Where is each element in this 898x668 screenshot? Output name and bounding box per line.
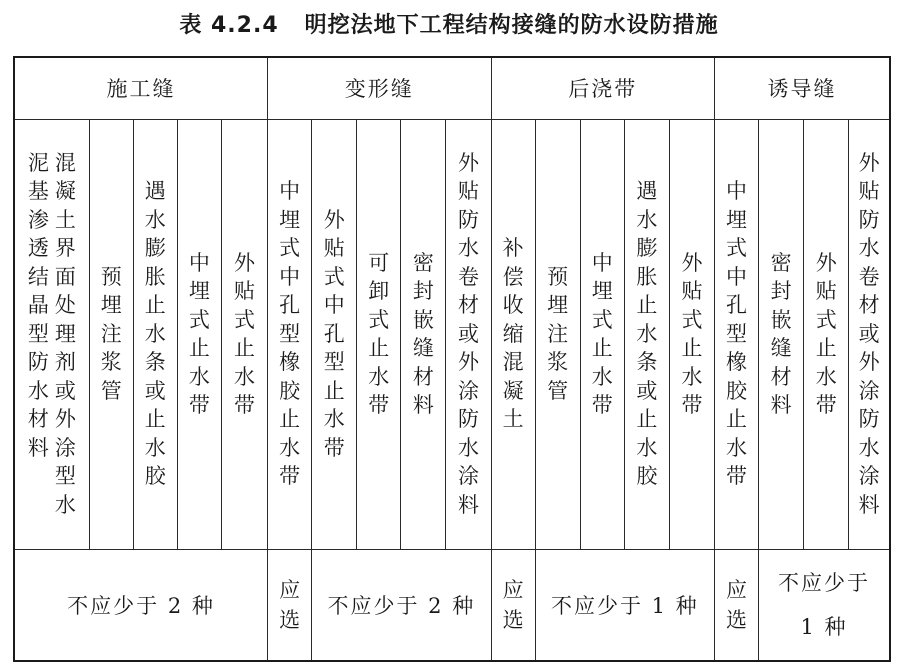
requirement-line: 1 种	[800, 614, 848, 639]
table-title: 明挖法地下工程结构接缝的防水设防措施	[304, 13, 719, 38]
measure-cell	[14, 119, 89, 549]
requirement-induced-joint	[759, 549, 890, 661]
measure-cell	[268, 119, 312, 549]
group-header-deformation-joint: 变形缝	[268, 57, 491, 119]
group-header-post-pour-strip: 后浇带	[491, 57, 714, 119]
table-caption	[0, 8, 898, 39]
measure-cell	[759, 119, 804, 549]
measure-cell	[849, 119, 890, 549]
mandatory-text: 应 选	[279, 577, 301, 632]
requirement-line: 不应少于	[778, 570, 871, 595]
measure-text: 可 卸 式 止 水 带	[368, 250, 390, 417]
requirement-construction-joint: 不应少于 2 种	[14, 549, 268, 661]
group-header-construction-joint: 施工缝	[14, 57, 268, 119]
measure-text: 混 凝 土 界 面 处 理 剂 或 外 涂 型 水	[54, 150, 76, 517]
measure-cell	[177, 119, 221, 549]
mandatory-text: 应 选	[502, 577, 524, 632]
measure-cell	[446, 119, 491, 549]
measure-text: 外 贴 式 止 水 带	[815, 250, 837, 417]
measure-text: 密 封 嵌 缝 材 料	[412, 250, 434, 417]
measure-cell	[535, 119, 580, 549]
measure-text: 外 贴 式 止 水 带	[234, 250, 255, 417]
measure-text: 泥 基 渗 透 结 晶 型 防 水 材 料	[27, 150, 49, 460]
measure-text: 中 埋 式 止 水 带	[591, 250, 613, 417]
measure-text: 预 埋 注 浆 管	[547, 264, 569, 403]
requirement-deformation-joint: 不应少于 2 种	[312, 549, 491, 661]
waterproofing-measures-table	[13, 56, 891, 662]
measure-cell	[221, 119, 267, 549]
measure-text: 外 贴 式 中 孔 型 止 水 带	[323, 207, 345, 460]
measure-text: 外 贴 防 水 卷 材 或 外 涂 防 水 涂 料	[858, 150, 880, 517]
measure-cell	[89, 119, 133, 549]
measure-text: 密 封 嵌 缝 材 料	[770, 250, 792, 417]
measure-cell	[357, 119, 401, 549]
measure-cell	[580, 119, 624, 549]
measure-text: 中 埋 式 中 孔 型 橡 胶 止 水 带	[726, 179, 748, 489]
measure-cell	[669, 119, 714, 549]
group-header-induced-joint: 诱导缝	[715, 57, 891, 119]
measures-row	[14, 119, 890, 549]
measure-cell	[715, 119, 759, 549]
measure-cell	[624, 119, 669, 549]
group-header-row	[14, 57, 890, 119]
measure-cell	[491, 119, 535, 549]
measure-text: 预 埋 注 浆 管	[100, 264, 122, 403]
measure-cell	[312, 119, 357, 549]
measure-text: 中 埋 式 中 孔 型 橡 胶 止 水 带	[279, 179, 301, 489]
mandatory-deformation-joint	[268, 549, 312, 661]
measure-text: 遇 水 膨 胀 止 水 条 或 止 水 胶	[144, 179, 166, 489]
measure-cell	[804, 119, 849, 549]
measure-text: 中 埋 式 止 水 带	[188, 250, 210, 417]
measure-text: 外 贴 防 水 卷 材 或 外 涂 防 水 涂 料	[457, 150, 479, 517]
mandatory-text: 应 选	[726, 577, 748, 632]
mandatory-post-pour-strip	[491, 549, 535, 661]
requirement-post-pour-strip: 不应少于 1 种	[535, 549, 714, 661]
table-number: 表 4.2.4	[179, 13, 279, 38]
measure-text: 遇 水 膨 胀 止 水 条 或 止 水 胶	[636, 179, 658, 489]
measure-cell	[401, 119, 446, 549]
measure-text: 补 偿 收 缩 混 凝 土	[502, 236, 524, 432]
measure-cell	[133, 119, 177, 549]
requirement-row	[14, 549, 890, 661]
measure-text: 外 贴 式 止 水 带	[681, 250, 703, 417]
mandatory-induced-joint	[715, 549, 759, 661]
